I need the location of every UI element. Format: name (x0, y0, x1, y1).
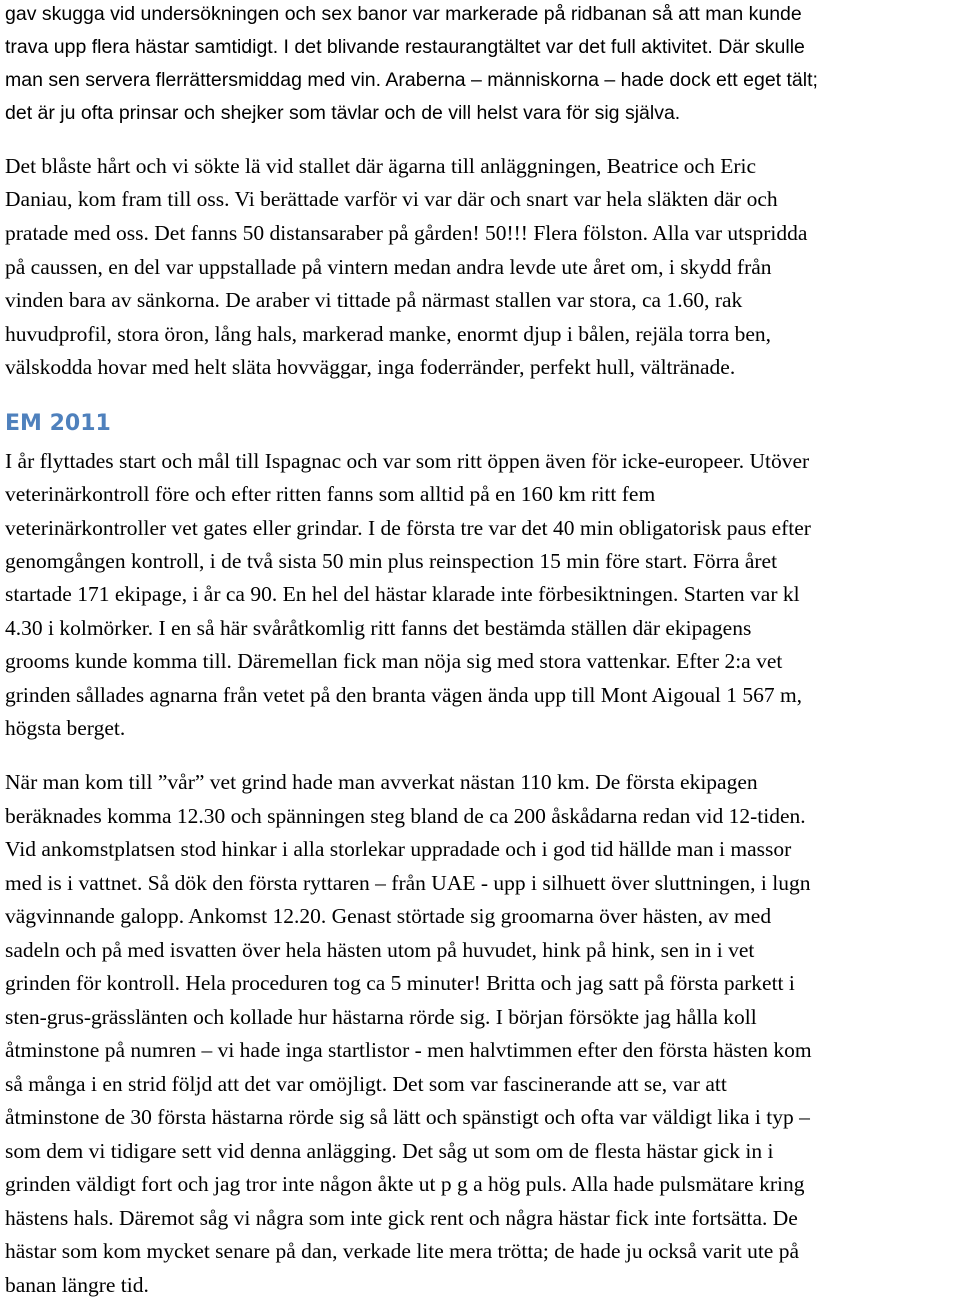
text-line: Vid ankomstplatsen stod hinkar i alla storlekar uppradade och i god tid hällde man i massor (5, 837, 792, 861)
text-line: Det blåste hårt och vi sökte lä vid stallet där ägarna till anläggningen, Beatrice och Eric (5, 154, 757, 178)
text-line: beräknades komma 12.30 och spänningen steg bland de ca 200 åskådarna redan vid 12-tiden. (5, 804, 806, 828)
text-line: startade 171 ekipage, i år ca 90. En hel del hästar klarade inte förbesiktningen. Starten var kl (5, 582, 800, 606)
text-line: veterinärkontroll före och efter ritten fanns som alltid på en 160 km ritt fem (5, 482, 656, 506)
text-line: så många i en strid följd att det var omöjligt. Det som var fascinerande att se, var att (5, 1072, 727, 1096)
text-line: När man kom till ”vår” vet grind hade man avverkat nästan 110 km. De första ekipagen (5, 770, 758, 794)
text-line: banan längre tid. (5, 1273, 149, 1297)
text-line: I år flyttades start och mål till Ispagnac och var som ritt öppen även för icke-europeer. Utöver (5, 449, 810, 473)
text-line: som dem vi tidigare sett vid denna anlägging. Det såg ut som om de flesta hästar gick in i (5, 1139, 774, 1163)
text-line: vinden bara av sänkorna. De araber vi tittade på närmast stallen var stora, ca 1.60, rak (5, 288, 743, 312)
text-line: grooms kunde komma till. Däremellan fick man nöja sig med stora vattenkar. Efter 2:a vet (5, 649, 783, 673)
text-line: huvudprofil, stora öron, lång hals, markerad manke, enormt djup i bålen, rejäla torra ben, (5, 322, 771, 346)
text-line: grinden för kontroll. Hela proceduren tog ca 5 minuter! Britta och jag satt på första parkett i (5, 971, 795, 995)
text-line: pratade med oss. Det fanns 50 distansaraber på gården! 50!!! Flera fölston. Alla var utspridda (5, 221, 808, 245)
text-line: åtminstone de 30 första hästarna rörde sig så lätt och spänstigt och ofta var väldigt lika i typ – (5, 1105, 810, 1129)
text-line: sten-grus-grässlänten och kollade hur hästarna rörde sig. I början försökte jag hålla koll (5, 1005, 757, 1029)
text-line: hästens hals. Däremot såg vi några som inte gick rent och några hästar fick inte fortsätta. De (5, 1206, 798, 1230)
text-line: veterinärkontroller vet gates eller grindar. I de första tre var det 40 min obligatorisk paus efter (5, 516, 811, 540)
text-line: gav skugga vid undersökningen och sex banor var markerade på ridbanan så att man kunde (5, 3, 802, 25)
text-line: trava upp flera hästar samtidigt. I det blivande restaurangtältet var det full aktivitet. Där skulle (5, 36, 805, 58)
text-line: vägvinnande galopp. Ankomst 12.20. Genast störtade sig groomarna över hästen, av med (5, 904, 772, 928)
text-line: det är ju ofta prinsar och shejker som tävlar och de vill helst vara för sig själva. (5, 102, 681, 124)
text-line: hästar som kom mycket senare på dan, verkade lite mera trötta; de hade ju också varit ute på (5, 1239, 799, 1263)
text-line: högsta berget. (5, 716, 126, 740)
text-line: på caussen, en del var uppstallade på vintern medan andra levde ute året om, i skydd från (5, 255, 772, 279)
text-line: åtminstone på numren – vi hade inga startlistor - men halvtimmen efter den första hästen kom (5, 1038, 812, 1062)
text-line: Daniau, kom fram till oss. Vi berättade varför vi var där och snart var hela släkten där och (5, 187, 778, 211)
text-line: välskodda hovar med helt släta hovväggar, inga foderränder, perfekt hull, vältränade. (5, 355, 736, 379)
text-line: grinden väldigt fort och jag tror inte någon åkte ut p g a hög puls. Alla hade pulsmätare kring (5, 1172, 805, 1196)
text-line: 4.30 i kolmörker. I en så här svåråtkomlig ritt fanns det bestämda ställen där ekipagens (5, 616, 752, 640)
text-line: genomgången kontroll, i de två sista 50 min plus reinspection 15 min före start. Förra året (5, 549, 778, 573)
text-line: man sen servera flerrättersmiddag med vin. Araberna – människorna – hade dock ett eget tält; (5, 69, 818, 91)
text-line: med is i vattnet. Så dök den första ryttaren – från UAE - upp i silhuett över sluttningen, i lugn (5, 871, 811, 895)
text-line: sadeln och på med isvatten över hela hästen utom på huvudet, hink på hink, sen in i vet (5, 938, 755, 962)
text-line: grinden sållades agnarna från vetet på den branta vägen ända upp till Mont Aigoual 1 567 m, (5, 683, 803, 707)
section-heading: EM 2011 (5, 411, 111, 436)
